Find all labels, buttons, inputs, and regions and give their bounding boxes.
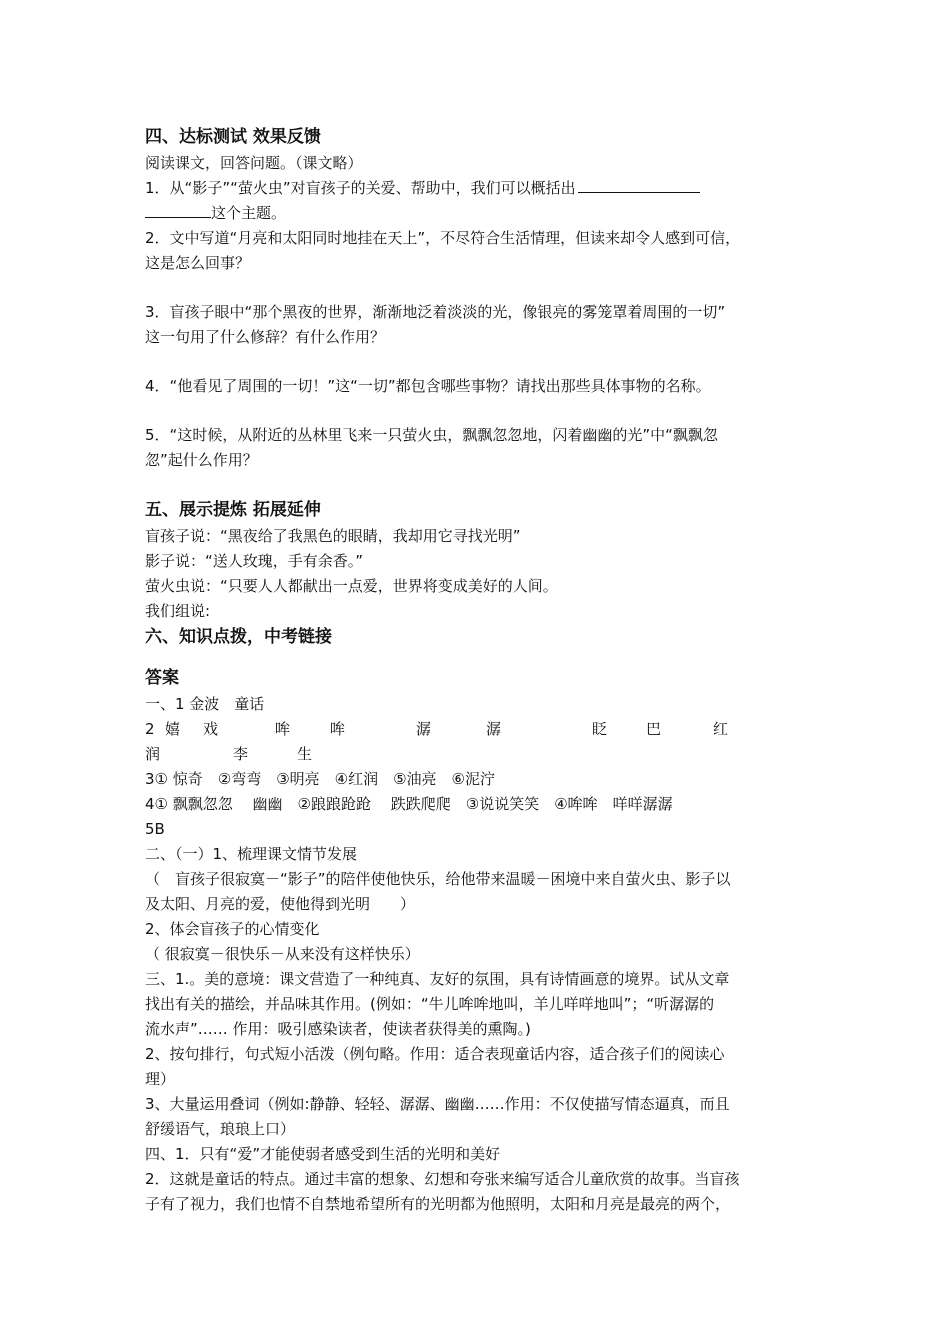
answer-line: 四、1．只有“爱”才能使弱者感受到生活的光明和美好 [145,1145,501,1163]
question-1-text: 1．从“影子”“萤火虫”对盲孩子的关爱、帮助中，我们可以概括出 [145,179,576,197]
question-1-line2 [145,201,817,226]
answer-2-row1 [145,717,817,742]
answer-line: 子有了视力，我们也情不自禁地希望所有的光明都为他照明，太阳和月亮是最亮的两个， [145,1195,731,1213]
answer-line: 5B [145,820,165,838]
answer-char: 眨 [592,720,608,738]
answer-line: （ 盲孩子很寂寞－“影子”的陪伴使他快乐，给他带来温暖－困境中来自萤火虫、影子以 [145,870,731,888]
answer-blank [578,178,700,193]
answer-line: 找出有关的描绘，并品味其作用。(例如：“牛儿哞哞地叫，羊儿咩咩地叫”；“听潺潺的 [145,995,715,1013]
answer-line: 4① 飘飘忽忽 幽幽 ②踉踉跄跄 跌跌爬爬 ③说说笑笑 ④哞哞 咩咩潺潺 [145,795,673,813]
answer-char: 哞 [275,720,291,738]
answer-char: 潺 [486,720,502,738]
answer-line: 一、1 金波 童话 [145,695,265,713]
section6-heading: 六、知识点拨，中考链接 [145,627,332,647]
answer-line: 2、按句排行，句式短小活泼（例句略。作用：适合表现童话内容，适合孩子们的阅读心 [145,1045,725,1063]
section5-line: 萤火虫说：“只要人人都献出一点爱，世界将变成美好的人间。 [145,577,558,595]
answer-line: 二、（一）1、梳理课文情节发展 [145,845,358,863]
answer-char: 生 [297,745,313,763]
answer-line: 流水声”…… 作用：吸引感染读者，使读者获得美的熏陶。) [145,1020,531,1038]
answer-2-row2 [145,742,817,767]
answer-line: 及太阳、月亮的爱，使他得到光明 ） [145,895,416,913]
question-3-line1: 3．盲孩子眼中“那个黑夜的世界，渐渐地泛着淡淡的光，像银亮的雾笼罩着周围的一切” [145,303,726,321]
section4-heading: 四、达标测试 效果反馈 [145,127,321,147]
question-1-line1 [145,176,817,201]
answer-char: 巴 [646,720,662,738]
answer-line: 3① 惊奇 ②弯弯 ③明亮 ④红润 ⑤油亮 ⑥泥泞 [145,770,495,788]
answer-char: 嬉 [165,720,181,738]
answer-line: 舒缓语气，琅琅上口） [145,1120,296,1138]
answer-line: （ 很寂寞－很快乐－从来没有这样快乐） [145,945,420,963]
document-body [145,124,817,1217]
question-1-tail: 这个主题。 [211,204,287,222]
answer-blank [145,203,211,218]
question-2-line1: 2．文中写道“月亮和太阳同时地挂在天上”，不尽符合生活情理，但读来却令人感到可信， [145,229,741,247]
answer-line: 3、大量运用叠词（例如:静静、轻轻、潺潺、幽幽……作用：不仅使描写情态逼真，而且 [145,1095,730,1113]
answer-char: 红 [713,720,729,738]
section5-heading: 五、展示提炼 拓展延伸 [145,500,321,520]
question-5-line2: 忽”起什么作用？ [145,451,258,469]
answer-char: 李 [233,745,249,763]
question-2-line2: 这是怎么回事？ [145,254,251,272]
section4-intro: 阅读课文，回答问题。（课文略） [145,154,363,172]
section5-line: 影子说：“送人玫瑰，手有余香。” [145,552,364,570]
section5-line: 我们组说: [145,602,211,620]
answer-line: 2．这就是童话的特点。通过丰富的想象、幻想和夸张来编写适合儿童欣赏的故事。当盲孩 [145,1170,740,1188]
answer-char: 哞 [330,720,346,738]
section5-line: 盲孩子说：“黑夜给了我黑色的眼睛，我却用它寻找光明” [145,527,521,545]
answer-char: 2 [145,720,155,738]
answer-line: 理） [145,1070,176,1088]
answer-char: 润 [145,745,161,763]
answer-line: 2、体会盲孩子的心情变化 [145,920,320,938]
question-4: 4．“他看见了周围的一切！”这“一切”都包含哪些事物？请找出那些具体事物的名称。 [145,377,711,395]
answer-char: 戏 [203,720,219,738]
question-3-line2: 这一句用了什么修辞？有什么作用？ [145,328,386,346]
answer-line: 三、1.。美的意境：课文营造了一种纯真、友好的氛围，具有诗情画意的境界。试从文章 [145,970,730,988]
question-5-line1: 5．“这时候，从附近的丛林里飞来一只萤火虫，飘飘忽忽地，闪着幽幽的光”中“飘飘忽 [145,426,718,444]
answers-heading: 答案 [145,668,179,688]
answer-char: 潺 [416,720,432,738]
